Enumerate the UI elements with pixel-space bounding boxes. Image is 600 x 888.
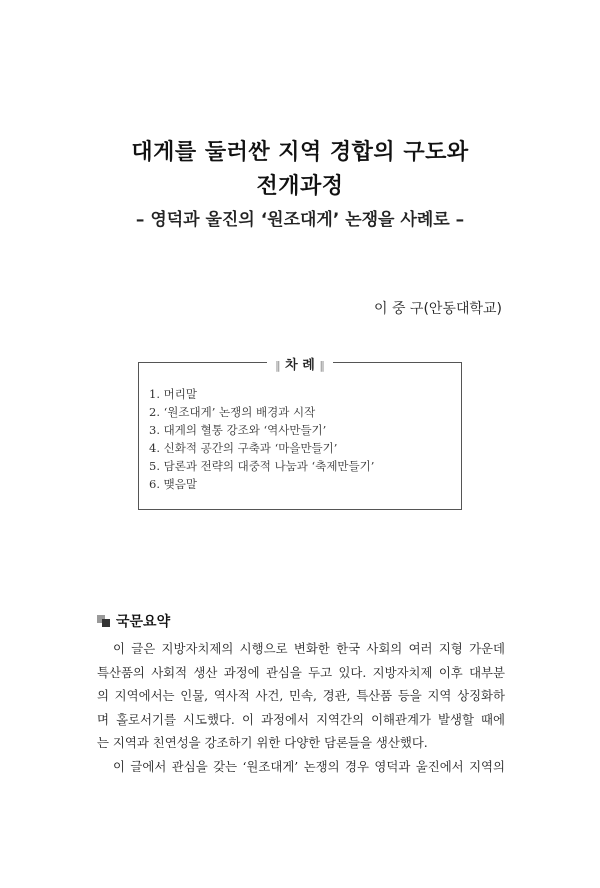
toc-heading-wrap (139, 354, 461, 373)
toc-item: 2. ‘원조대게’ 논쟁의 배경과 시작 (149, 405, 316, 419)
abstract-line: 는 지역과 친연성을 강조하기 위한 다양한 담론들을 생산했다. (97, 735, 428, 750)
table-of-contents (138, 358, 462, 510)
double-bar-icon: ‖ (319, 359, 325, 372)
square-bullet-icon (97, 615, 111, 627)
toc-heading: 차 례 (285, 358, 315, 373)
abstract-body (97, 637, 505, 778)
toc-item: 4. 신화적 공간의 구축과 ‘마을만들기’ (149, 441, 338, 455)
toc-list (149, 385, 374, 493)
paper-subtitle: – 영덕과 울진의 ‘원조대게’ 논쟁을 사례로 – (135, 210, 465, 230)
toc-item: 3. 대게의 혈통 강조와 ‘역사만들기’ (149, 423, 327, 437)
abstract-line: 의 지역에서는 인물, 역사적 사건, 민속, 경관, 특산품 등을 지역 상징화하 (97, 688, 505, 703)
paper-title-line-1: 대게를 둘러싼 지역 경합의 구도와 (131, 140, 469, 165)
toc-item: 6. 맺음말 (149, 477, 197, 491)
toc-item: 5. 담론과 전략의 대중적 나눔과 ‘축제만들기’ (149, 459, 375, 473)
abstract-line: 며 홀로서기를 시도했다. 이 과정에서 지역간의 이해관계가 발생할 때에 (97, 711, 505, 727)
paper-title-line-2: 전개과정 (256, 174, 344, 199)
abstract-line: 특산품의 사회적 생산 과정에 관심을 두고 있다. 지방자치제 이후 대부분 (97, 664, 505, 680)
author-affiliation: 이 중 구(안동대학교) (373, 301, 502, 317)
title-block (0, 136, 600, 232)
abstract-line: 이 글은 지방자치제의 시행으로 변화한 한국 사회의 여러 지형 가운데 (113, 641, 505, 656)
toc-item: 1. 머리말 (149, 387, 197, 401)
abstract-line: 이 글에서 관심을 갖는 ‘원조대게’ 논쟁의 경우 영덕과 울진에서 지역의 (113, 758, 505, 774)
double-bar-icon: ‖ (275, 359, 281, 372)
abstract-heading (97, 611, 170, 631)
abstract-heading-label: 국문요약 (116, 614, 171, 630)
